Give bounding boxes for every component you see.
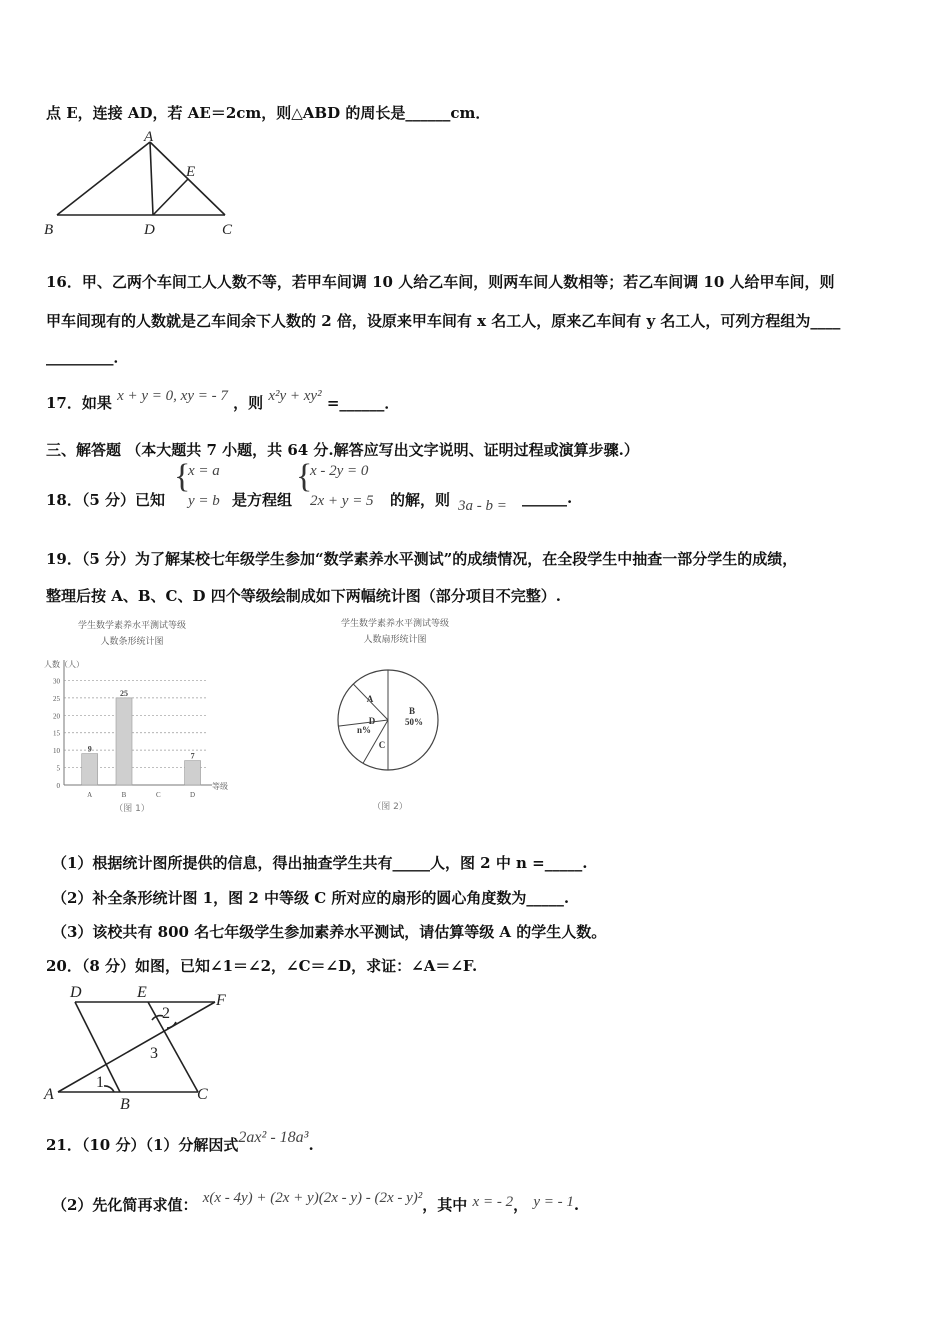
q21-part-1 (46, 1129, 314, 1155)
q15-triangle-figure (40, 130, 250, 240)
edge-de (153, 179, 188, 215)
q18-sys1-eq2: y = b (188, 493, 220, 509)
q18-expression: 3a - b = (458, 498, 507, 514)
q18-sys1-eq1: x = a (188, 463, 220, 479)
q21-expression-1: 2ax² - 18a³ (238, 1129, 309, 1146)
pie-label-b-percent: 50% (405, 717, 423, 727)
q19-part-2: （2）补全条形统计图 1，图 2 中等级 C 所对应的扇形的圆心角度数为_____. (52, 889, 570, 907)
edge-ab (57, 142, 150, 215)
bar-a (82, 754, 98, 785)
label-d: D (144, 222, 155, 238)
q16-line3: _________． (46, 348, 129, 366)
pie-label-d-percent: n% (356, 725, 372, 735)
q16-line1: 16．甲、乙两个车间工人人数不等，若甲车间调 10 人给乙车间，则两车间人数相等；若乙车间调 10 人给甲车间，则 (46, 273, 835, 291)
bar-chart-xtick-label: A (87, 791, 93, 799)
q21-condition-y: y = - 1 (533, 1194, 574, 1210)
label-e: E (137, 984, 147, 1001)
bar-chart-xtick-label: D (190, 791, 196, 799)
q21-condition-x: x = - 2 (472, 1194, 514, 1210)
pie-chart-caption: （图 2） (372, 802, 408, 812)
q21-part-2 (52, 1190, 580, 1215)
q17-expression: x²y + xy² (268, 388, 322, 404)
label-c: C (197, 1086, 208, 1103)
q18-brace-1: { (174, 458, 191, 495)
bar-chart-ylabel: 人数（人） (44, 660, 84, 669)
bar-value-label: 25 (120, 688, 128, 698)
q17 (46, 388, 400, 413)
edge-ad (150, 142, 153, 215)
q16-line2: 甲车间现有的人数就是乙车间余下人数的 2 倍，设原来甲车间有 x 名工人，原来乙车间有 y 名工人，可列方程组为____ (46, 312, 841, 330)
q18-suffix: ______. (522, 489, 573, 507)
bar-chart-xtick-label: C (155, 791, 161, 799)
q17-condition: x + y = 0, xy = - 7 (117, 388, 228, 404)
label-b: B (44, 222, 54, 238)
bar-d (185, 761, 201, 785)
bar-chart-xtick-label: B (121, 791, 127, 799)
bar-chart-caption: （图 1） (114, 804, 150, 814)
bar-chart-ytick-label: 25 (53, 694, 60, 703)
pie-label-a: A (366, 694, 374, 704)
section-3-heading: 三、解答题 （本大题共 7 小题，共 64 分.解答应写出文字说明、证明过程或演算步骤.） (46, 441, 639, 459)
bar-chart-ytick-label: 15 (53, 729, 60, 738)
label-b: B (120, 1096, 130, 1113)
label-c: C (222, 222, 233, 238)
angle-2-label: 2 (162, 1005, 170, 1022)
bar-chart-figure-1 (40, 615, 240, 815)
label-f: F (216, 992, 226, 1009)
q19-part-3: （3）该校共有 800 名七年级学生参加素养水平测试，请估算等级 A 的学生人数。 (52, 923, 607, 941)
pie-chart-figure-2 (310, 612, 480, 817)
q21-prefix: 21．（10 分）（1）分解因式 (46, 1136, 239, 1154)
bar-chart-xlabel: 等级 (212, 782, 228, 791)
bar-chart-ytick-label: 0 (56, 782, 60, 790)
q21-end: . (573, 1196, 580, 1214)
q17-mid: ，则 (233, 394, 264, 412)
q18-prefix: 18．（5 分）已知 (46, 491, 166, 509)
bar-chart-ytick-label: 10 (53, 747, 60, 756)
label-a: A (44, 1086, 54, 1103)
angle-3-label: 3 (150, 1045, 158, 1062)
bar-b (116, 698, 132, 785)
bar-chart-subtitle: 人数条形统计图 (100, 637, 164, 647)
label-e: E (186, 164, 196, 180)
q19-part-1: （1）根据统计图所提供的信息，得出抽查学生共有_____人，图 2 中 n =_____. (52, 854, 588, 872)
bar-chart-ytick-label: 20 (53, 712, 60, 721)
q17-prefix: 17．如果 (46, 394, 112, 412)
q17-suffix: =______． (326, 394, 400, 412)
angle-1-label: 1 (96, 1074, 104, 1091)
q21-expression-2: x(x - 4y) + (2x + y)(2x - y) - (2x - y)² (202, 1190, 423, 1206)
pie-chart-title: 学生数学素养水平测试等级 (340, 619, 450, 629)
q21-comma: ， (513, 1196, 529, 1214)
q18-mid: 是方程组 (232, 491, 293, 509)
q19-line2: 整理后按 A、B、C、D 四个等级绘制成如下两幅统计图（部分项目不完整）. (46, 587, 561, 605)
bar-chart-ytick-label: 30 (53, 677, 60, 686)
bar-value-label: 7 (190, 751, 195, 761)
bar-chart-title: 学生数学素养水平测试等级 (77, 621, 187, 631)
q20-figure (40, 982, 240, 1114)
bar-chart-ytick-label: 5 (56, 764, 60, 773)
q15-text: 点 E，连接 AD，若 AE＝2cm，则△ABD 的周长是______cm． (46, 104, 491, 122)
q21-part-2-prefix: （2）先化简再求值： (52, 1196, 198, 1214)
pie-label-b: B (408, 706, 416, 716)
q18-sys2-eq2: 2x + y = 5 (310, 493, 374, 509)
pie-label-d: D (368, 716, 376, 726)
pie-label-c: C (378, 740, 386, 750)
label-a: A (144, 130, 154, 145)
q18-mid2: 的解，则 (390, 491, 451, 509)
q20-text: 20．（8 分）如图，已知∠1＝∠2，∠C＝∠D，求证：∠A＝∠F. (46, 957, 478, 975)
q19-line1: 19．（5 分）为了解某校七年级学生参加“数学素养水平测试”的成绩情况，在全段学生中抽查一部分学生的成绩， (46, 550, 798, 568)
q18-sys2-eq1: x - 2y = 0 (310, 463, 369, 479)
q21-dot: . (308, 1136, 314, 1154)
label-d: D (70, 984, 82, 1001)
q18-brace-2: { (296, 458, 313, 495)
pie-chart-subtitle: 人数扇形统计图 (363, 635, 427, 645)
bar-value-label: 9 (87, 744, 92, 754)
q21-part-2-mid: ，其中 (422, 1196, 468, 1214)
